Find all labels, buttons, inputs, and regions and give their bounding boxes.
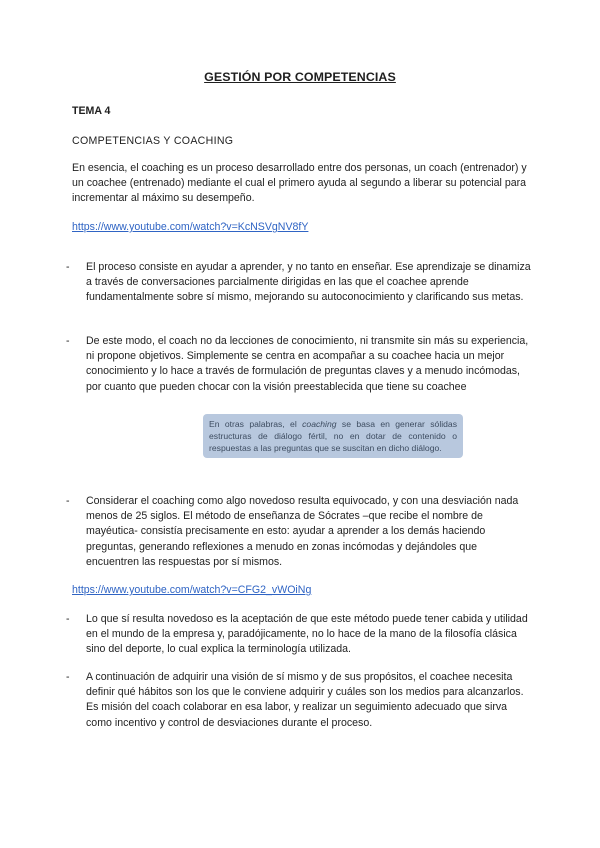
- quote-emphasis: coaching: [302, 419, 337, 429]
- list-item-text: El proceso consiste en ayudar a aprender, y no tanto en enseñar. Ese aprendizaje se dinamiza a través de conversaciones parcialmente dirigidas en las que el coachee aprende fundamentalmente sobre sí mismo, mejorando su autoconocimiento y clarificando sus metas.: [86, 261, 531, 304]
- list-item: [66, 334, 532, 395]
- bullet-dash: -: [66, 335, 70, 347]
- quote-box: [203, 414, 463, 458]
- list-item: [66, 670, 532, 731]
- list-item-text: Considerar el coaching como algo novedoso resulta equivocado, y con una desviación nada menos de 25 siglos. El método de enseñanza de Sócrates –que recibe el nombre de mayéutica- consistía precisamente en esto: ayudar a aprender a los demás haciendo preguntas, generando reflexiones a menudo en zonas incómodas y dejándoles que encuentren las respuestas por sí mismos.: [86, 495, 519, 568]
- list-item-text: A continuación de adquirir una visión de sí mismo y de sus propósitos, el coachee necesita definir qué hábitos son los que le conviene adquirir y cuáles son los medios para alcanzarlos. Es misión del coach colaborar en esa labor, y realizar un seguimiento adecuado que sirva como incentivo y control de desviaciones durante el proceso.: [86, 671, 524, 729]
- list-item-text: Lo que sí resulta novedoso es la aceptación de que este método puede tener cabida y utilidad en el mundo de la empresa y, paradójicamente, no lo hace de la mano de la filosofía clásica sino del deporte, lo cual explica la terminología utilizada.: [86, 613, 528, 656]
- youtube-link-1[interactable]: https://www.youtube.com/watch?v=KcNSVgNV8fY: [72, 221, 309, 233]
- list-item: [66, 260, 532, 306]
- intro-paragraph: En esencia, el coaching es un proceso desarrollado entre dos personas, un coach (entrenador) y un coachee (entrenado) mediante el cual el primero ayuda al segundo a liberar su potencial para incrementar al máximo su desempeño.: [72, 162, 527, 205]
- bullet-dash: -: [66, 613, 70, 625]
- bullet-dash: -: [66, 261, 70, 273]
- quote-text-before: En otras palabras, el: [209, 419, 303, 429]
- bullet-dash: -: [66, 495, 70, 507]
- youtube-link-2[interactable]: https://www.youtube.com/watch?v=CFG2_vWOiNg: [72, 584, 312, 596]
- list-item-text: De este modo, el coach no da lecciones de conocimiento, ni transmite sin más su experiencia, ni propone objetivos. Simplemente se centra en acompañar a su coachee hacia un mejor conocimiento y lo hace a través de formulación de preguntas claves y a menudo incómodas, por cuanto que pueden chocar con la visión preestablecida que tiene su coachee: [86, 335, 529, 393]
- bullet-dash: -: [66, 671, 70, 683]
- quote-text-after: se basa en generar sólidas estructuras de diálogo fértil, no en dotar de contenido o respuestas a las preguntas que se suscitan en dicho diálogo.: [209, 419, 457, 454]
- list-item: [66, 494, 532, 570]
- page-title: GESTIÓN POR COMPETENCIAS: [204, 70, 396, 84]
- section-heading: COMPETENCIAS Y COACHING: [72, 135, 234, 147]
- list-item: [66, 612, 532, 658]
- topic-number: TEMA 4: [72, 105, 111, 117]
